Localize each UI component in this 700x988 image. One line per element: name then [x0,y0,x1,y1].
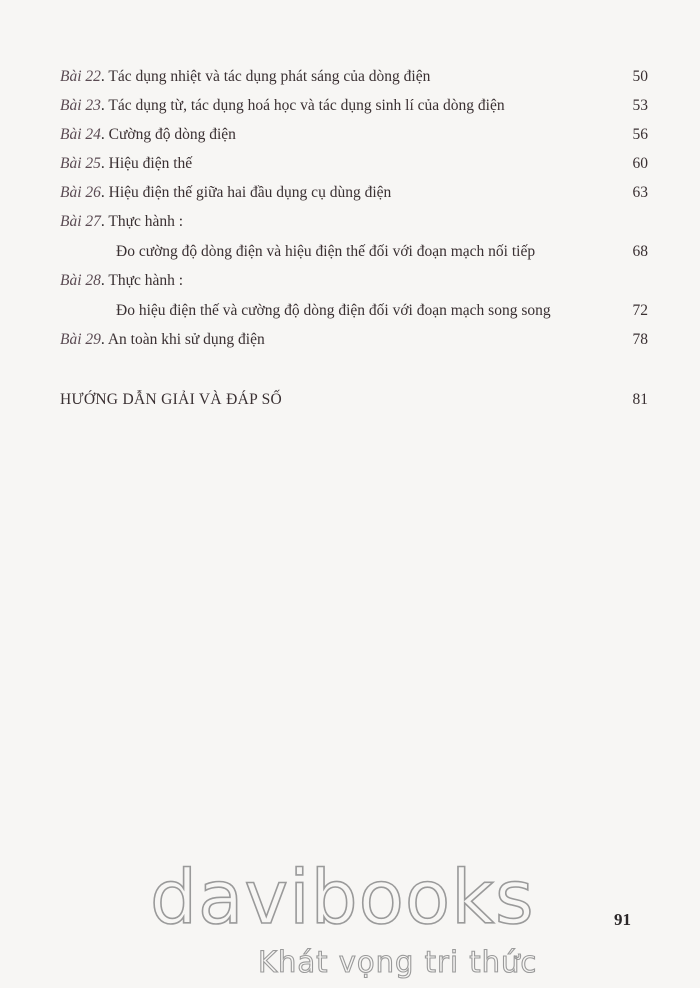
lesson-label: Bài 29 [60,331,101,348]
lesson-subtitle: Đo hiệu điện thế và cường độ dòng điện đối với đoạn mạch song song [116,302,551,319]
toc-entry: Bài 28. Thực hành : [60,272,184,289]
page-ref: 60 [632,155,648,172]
lesson-label: Bài 23 [60,97,101,114]
toc-entry: Bài 27. Thực hành : [60,213,184,230]
page-ref: 63 [632,184,648,201]
lesson-subtitle: Đo cường độ dòng điện và hiệu điện thế đối với đoạn mạch nối tiếp [116,243,536,260]
lesson-title: An toàn khi sử dụng điện [107,331,265,348]
page-ref: 78 [632,331,648,348]
page-ref: 68 [632,243,648,260]
lesson-title: Hiệu điện thế [108,155,193,172]
page-ref: 56 [632,126,648,143]
toc-answers-entry [60,388,648,412]
page-ref: 81 [632,391,648,408]
toc-entry: Bài 26. Hiệu điện thế giữa hai đầu dụng cụ dùng điện 63 [60,181,648,205]
lesson-label: Bài 22 [60,68,101,85]
lesson-title: Thực hành : [108,213,184,230]
watermark-brand: davibooks [150,855,535,941]
lesson-title: Cường độ dòng điện [108,126,236,143]
lesson-label: Bài 27 [60,213,101,230]
answers-title: HƯỚNG DẪN GIẢI VÀ ĐÁP SỐ [60,391,283,408]
lesson-label: Bài 25 [60,155,101,172]
page-number: 91 [614,910,631,929]
watermark-slogan: Khát vọng tri thức [258,945,538,979]
lesson-title: Thực hành : [108,272,184,289]
page-ref: 53 [632,97,648,114]
toc-entry: Bài 23. Tác dụng từ, tác dụng hoá học và tác dụng sinh lí của dòng điện 53 [60,94,648,118]
lesson-title: Hiệu điện thế giữa hai đầu dụng cụ dùng điện [108,184,392,201]
toc-subentry [116,240,648,264]
toc-entry: Bài 25. Hiệu điện thế 60 [60,152,648,176]
lesson-label: Bài 26 [60,184,101,201]
lesson-title: Tác dụng nhiệt và tác dụng phát sáng của dòng điện [108,68,431,85]
toc-subentry [116,299,648,323]
toc-entry: Bài 22. Tác dụng nhiệt và tác dụng phát sáng của dòng điện 50 [60,65,648,89]
lesson-title: Tác dụng từ, tác dụng hoá học và tác dụng sinh lí của dòng điện [108,97,505,114]
toc-entry: Bài 24. Cường độ dòng điện 56 [60,123,648,147]
page-ref: 72 [632,302,648,319]
page-ref: 50 [632,68,648,85]
lesson-label: Bài 28 [60,272,101,289]
lesson-label: Bài 24 [60,126,101,143]
toc-entry: Bài 29. An toàn khi sử dụng điện 78 [60,328,648,352]
